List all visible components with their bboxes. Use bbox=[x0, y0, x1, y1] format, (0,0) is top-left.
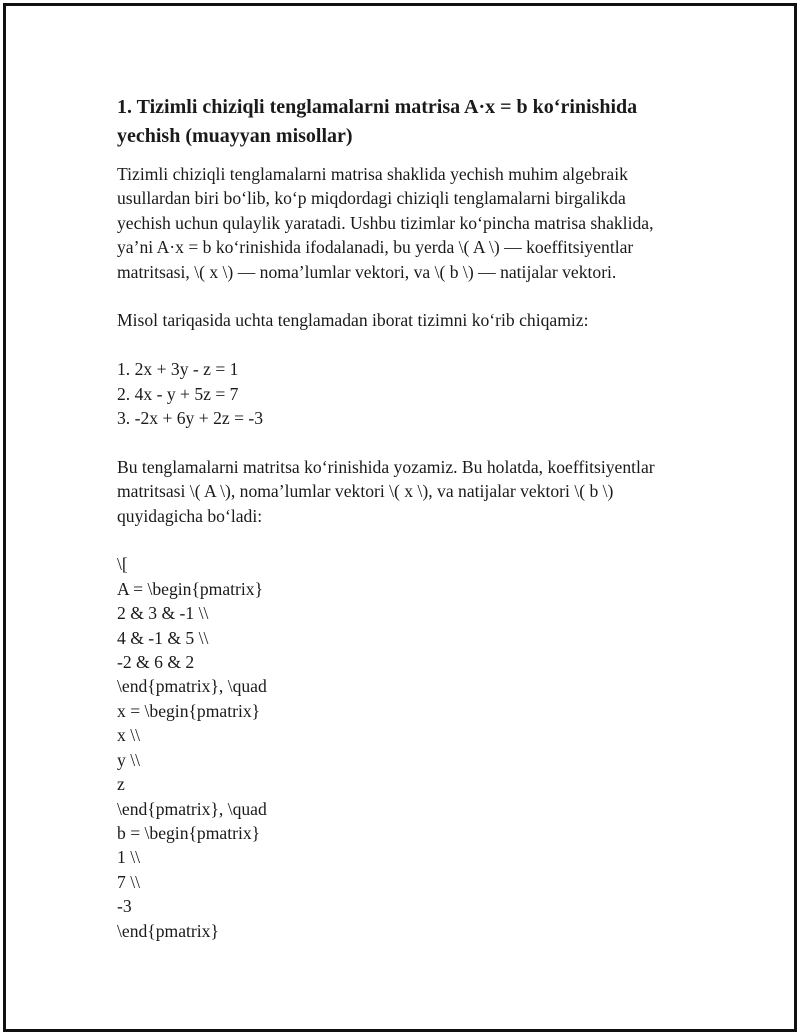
latex-line: \end{pmatrix}, \quad bbox=[117, 798, 267, 819]
latex-line: x = \begin{pmatrix} bbox=[117, 700, 261, 721]
latex-line: 2 & 3 & -1 \\ bbox=[117, 603, 209, 624]
latex-line: \[ bbox=[117, 554, 128, 575]
equation-item: 2. 4x - y + 5z = 7 bbox=[117, 383, 239, 404]
latex-block bbox=[117, 552, 697, 943]
latex-line: y \\ bbox=[117, 749, 140, 770]
latex-line: z bbox=[117, 774, 125, 795]
spacer bbox=[117, 284, 697, 308]
latex-line: \end{pmatrix}, \quad bbox=[117, 676, 267, 697]
equation-item: 3. -2x + 6y + 2z = -3 bbox=[117, 408, 264, 429]
latex-line: \end{pmatrix} bbox=[117, 920, 219, 941]
section-heading: 1. Tizimli chiziqli tenglamalarni matrisa A·x = b ko‘rinishida yechish (muayyan misollar) bbox=[117, 96, 638, 147]
spacer bbox=[117, 528, 697, 552]
latex-line: 4 & -1 & 5 \\ bbox=[117, 627, 209, 648]
latex-line: 7 \\ bbox=[117, 871, 140, 892]
intro-paragraph: Tizimli chiziqli tenglamalarni matrisa shaklida yechish muhim algebraik usullardan biri bo‘lib, ko‘p miqdordagi chiziqli tenglamalarni birgalikda yechish uchun qulaylik yaratadi. Ushbu tizimlar ko‘pincha matrisa shaklida, ya’ni A·x = b ko‘rinishida ifodalanadi, bu yerda \( A \) — koeffitsiyentlar matritsasi, \( x \) — noma’lumlar vektori, va \( b \) — natijalar vektori. bbox=[117, 164, 654, 282]
latex-line: A = \begin{pmatrix} bbox=[117, 578, 264, 599]
spacer bbox=[117, 333, 697, 357]
spacer bbox=[117, 430, 697, 454]
latex-line: b = \begin{pmatrix} bbox=[117, 822, 261, 843]
document-body bbox=[117, 93, 697, 943]
latex-line: -2 & 6 & 2 bbox=[117, 652, 195, 673]
equation-item: 1. 2x + 3y - z = 1 bbox=[117, 359, 239, 380]
latex-line: x \\ bbox=[117, 725, 140, 746]
latex-line: -3 bbox=[117, 896, 132, 917]
matrix-intro-paragraph: Bu tenglamalarni matritsa ko‘rinishida yozamiz. Bu holatda, koeffitsiyentlar matritsasi \( A \), noma’lumlar vektori \( x \), va natijalar vektori \( b \) quyidagicha bo‘ladi: bbox=[117, 456, 655, 526]
equation-list bbox=[117, 357, 697, 430]
example-paragraph: Misol tariqasida uchta tenglamadan iborat tizimni ko‘rib chiqamiz: bbox=[117, 310, 589, 331]
latex-line: 1 \\ bbox=[117, 847, 140, 868]
